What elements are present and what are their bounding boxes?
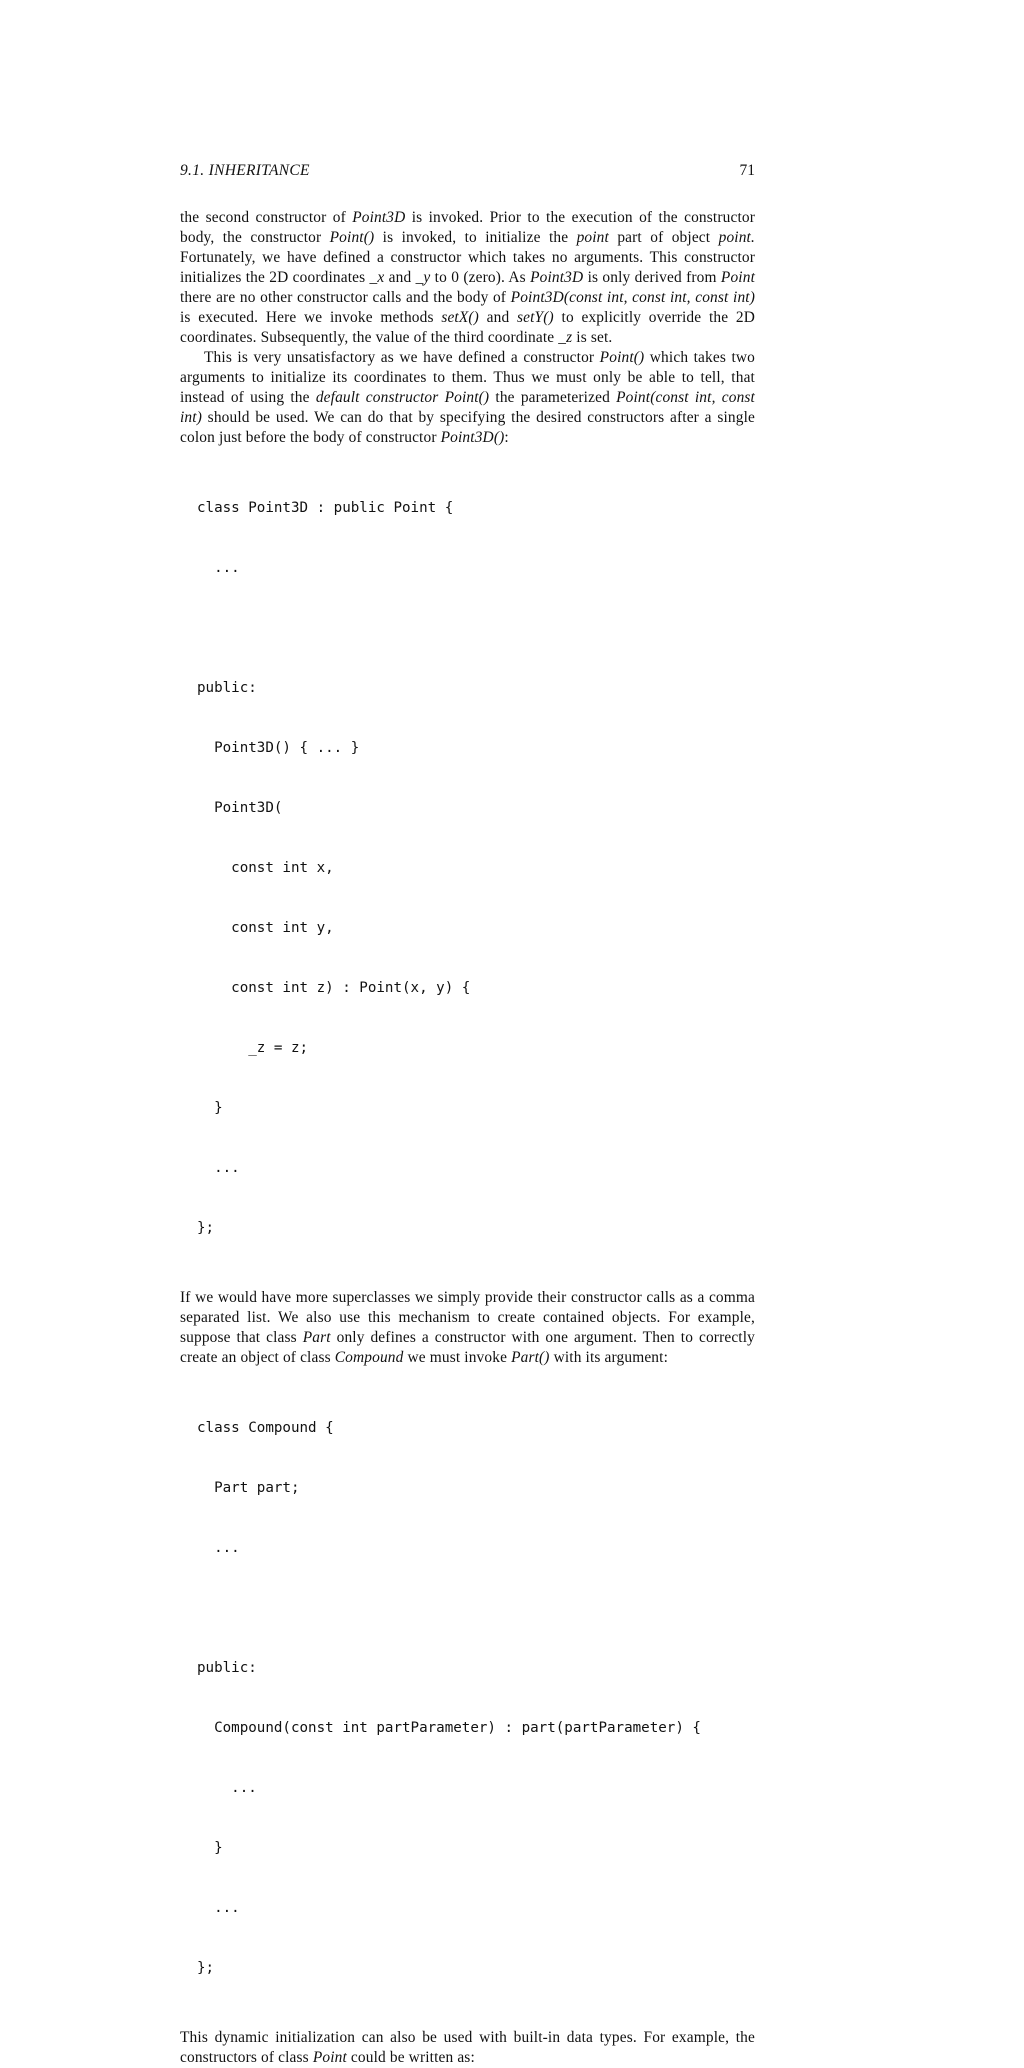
text-run: only defines a constructor with one argument. Then to correctly create an object of class: [180, 1329, 755, 1366]
code-line: }: [197, 1100, 223, 1116]
text-run: is only derived from: [583, 269, 721, 286]
text-run: is invoked, to initialize the: [374, 229, 577, 246]
italic-run: Point3D: [352, 209, 406, 226]
code-line: ...: [197, 1780, 257, 1796]
code-block-compound: [180, 1378, 755, 2018]
code-line: ...: [197, 560, 240, 576]
text-run: with its argument:: [549, 1349, 668, 1366]
text-run: This dynamic initialization can also be used with built-in data types. For example, the constructors of class: [180, 2029, 755, 2066]
italic-run: Part: [302, 1329, 331, 1346]
text-run: could be written as:: [346, 2049, 475, 2066]
code-line: class Point3D : public Point {: [197, 500, 454, 516]
italic-run: Part(): [511, 1349, 550, 1366]
italic-run: default constructor Point(): [315, 389, 490, 406]
italic-run: Point3D: [530, 269, 584, 286]
document-page: [180, 160, 755, 2068]
italic-run: _x: [369, 269, 385, 286]
text-run: and: [384, 269, 416, 286]
code-line: class Compound {: [197, 1420, 334, 1436]
code-line: ...: [197, 1900, 240, 1916]
text-run: to explicitly override the 2D coordinates. Subsequently, the value of the third coordinate: [180, 309, 755, 346]
italic-run: setY(): [517, 309, 554, 326]
code-line: ...: [197, 1160, 240, 1176]
italic-run: point.: [718, 229, 755, 246]
text-run: we must invoke: [403, 1349, 512, 1366]
italic-run: Point3D(const int, const int, const int): [510, 289, 755, 306]
text-run: is set.: [572, 329, 613, 346]
section-title: 9.1. INHERITANCE: [180, 162, 310, 179]
italic-run: _y: [415, 269, 431, 286]
paragraph-constructor-order: [180, 208, 755, 348]
text-run: is executed. Here we invoke methods: [180, 309, 442, 326]
text-run: which takes two arguments to initialize its coordinates to them. Thus we must only be able to tell, that instead of using the: [180, 349, 756, 406]
italic-run: point: [576, 229, 609, 246]
code-line: const int x,: [197, 860, 334, 876]
code-block-point3d: [180, 458, 755, 1278]
italic-run: _z: [558, 329, 573, 346]
italic-run: Point(const int, const int): [180, 389, 755, 426]
italic-run: Point(): [599, 349, 645, 366]
code-line: Point3D(: [197, 800, 283, 816]
code-line: public:: [197, 1660, 257, 1676]
text-run: Fortunately, we have defined a constructor which takes no arguments. This constructor initializes the 2D coordinates: [180, 249, 755, 286]
code-line: };: [197, 1960, 215, 1976]
paragraph-unsatisfactory: [180, 348, 755, 448]
italic-run: Point3D(): [440, 429, 505, 446]
text-run: there are no other constructor calls and the body of: [180, 289, 511, 306]
text-run: the parameterized: [489, 389, 617, 406]
code-line: [197, 618, 755, 638]
code-line: public:: [197, 680, 257, 696]
text-run: :: [504, 429, 509, 446]
text-run: part of object: [608, 229, 719, 246]
code-line: _z = z;: [197, 1040, 309, 1056]
text-run: should be used. We can do that by specifying the desired constructors after a single colon just before the body of constructor: [180, 409, 755, 446]
italic-run: Compound: [334, 1349, 404, 1366]
italic-run: Point: [312, 2049, 347, 2066]
text-run: If we would have more superclasses we simply provide their constructor calls as a comma separated list. We also use this mechanism to create contained objects. For example, suppose that class: [180, 1289, 755, 1346]
italic-run: Point: [720, 269, 756, 286]
text-run: is invoked. Prior to the execution of the constructor body, the constructor: [180, 209, 755, 246]
italic-run: setX(): [441, 309, 479, 326]
italic-run: Point(): [329, 229, 375, 246]
code-line: const int y,: [197, 920, 334, 936]
running-header: [180, 160, 755, 182]
code-line: Part part;: [197, 1480, 300, 1496]
page-number: 71: [739, 162, 755, 179]
paragraph-dynamic-initialization: [180, 2028, 755, 2068]
paragraph-superclasses: [180, 1288, 755, 1368]
code-line: }: [197, 1840, 223, 1856]
text-run: and: [478, 309, 518, 326]
text-run: This is very unsatisfactory as we have defined a constructor: [204, 349, 600, 366]
code-line: };: [197, 1220, 215, 1236]
code-line: ...: [197, 1540, 240, 1556]
text-run: to 0 (zero). As: [430, 269, 531, 286]
text-run: the second constructor of: [180, 209, 353, 226]
code-line: [197, 1598, 755, 1618]
code-line: Compound(const int partParameter) : part(partParameter) {: [197, 1720, 701, 1736]
code-line: Point3D() { ... }: [197, 740, 360, 756]
code-line: const int z) : Point(x, y) {: [197, 980, 471, 996]
